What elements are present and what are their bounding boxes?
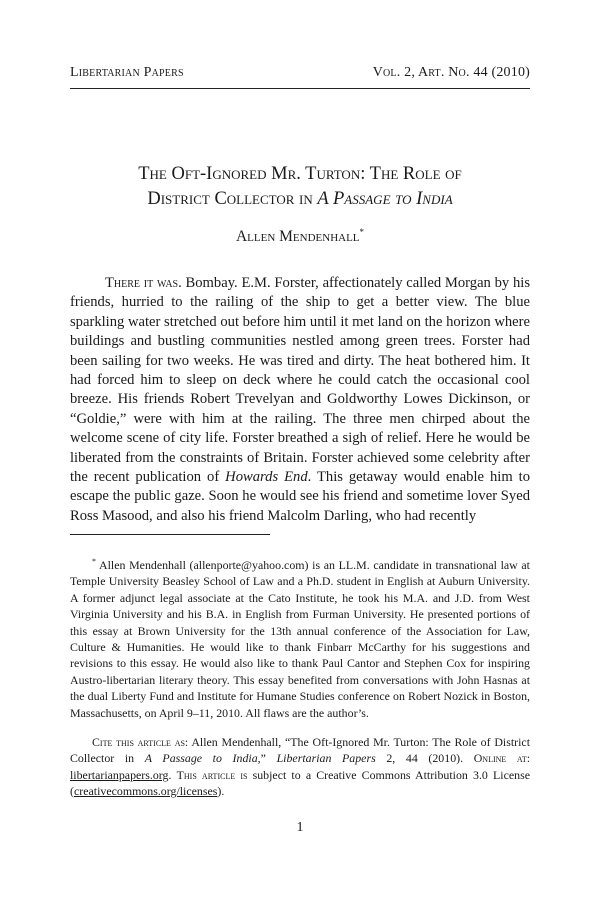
body-lead-in: There it was.	[105, 275, 182, 291]
cite-license-text: subject to a Creative Commons Attribution 3.0 License (	[70, 767, 530, 799]
body-italic-title: Howards End	[225, 469, 308, 486]
title-line-2	[70, 187, 530, 212]
title-line-2-prefix: District Collector in	[147, 189, 318, 209]
body-text-part-1: Bombay. E.M. Forster, affectionately called Morgan by his friends, hurried to the railing of the ship to get a better view. The blue sparkling water stretched out before him until it met land on the horizon where buildings and bustling communities nestled among green trees. Forster had been sailing for two weeks. He was tired and dirty. The heat bothered him. It had forced him to sleep on deck where he could catch the occasional cool breeze. His friends Robert Trevelyan and Goldworthy Lowes Dickinson, or “Goldie,” were with him at the railing. The three men chirped about the welcome scene of city life. Forster breathed a sigh of relief. Here he would be liberated from the constraints of Britain. Forster achieved some celebrity after the recent publication of	[70, 275, 530, 486]
journal-website-link[interactable]: libertarianpapers.org	[70, 767, 169, 782]
title-book-name: A Passage to India	[317, 189, 453, 209]
cite-close: ).	[217, 784, 225, 799]
footnote-mark: *	[92, 557, 96, 566]
article-title	[70, 162, 530, 212]
cite-journal: Libertarian Papers	[276, 751, 376, 766]
page-number: 1	[296, 820, 304, 835]
citation-block	[70, 734, 530, 800]
body-paragraph	[70, 274, 530, 526]
cite-book-title: A Passage to India	[144, 751, 258, 766]
author-footnote	[70, 554, 530, 721]
cite-author-part: Allen Mendenhall, “The Oft-Ignored Mr. Turton: The Role of District Collector in	[70, 735, 530, 766]
journal-name: Libertarian Papers	[70, 65, 184, 80]
author-footnote-mark: *	[359, 227, 365, 237]
cite-after-journal: 2, 44 (2010).	[375, 751, 474, 766]
header-rule	[70, 88, 530, 89]
cite-online-label: Online at:	[473, 751, 531, 766]
footnote-rule	[70, 534, 270, 535]
volume-info: Vol. 2, Art. No. 44 (2010)	[372, 65, 530, 80]
cite-label: Cite this article as:	[92, 735, 189, 749]
license-link[interactable]: creativecommons.org/licenses	[73, 784, 218, 799]
author-line	[70, 227, 530, 246]
running-header	[70, 65, 530, 83]
author-name: Allen Mendenhall	[235, 228, 360, 246]
cite-after-book: ,”	[257, 751, 277, 766]
cite-period: .	[168, 767, 177, 782]
cite-subject-label: This article is	[176, 767, 248, 782]
body-text-part-2: . This getaway would enable him to escape the public gaze. Soon he would see his friend and sometime lover Syed Ross Masood, and also his friend Malcolm Darling, who had recently	[70, 469, 530, 524]
title-line-1: The Oft-Ignored Mr. Turton: The Role of	[138, 164, 462, 184]
footnote-text: Allen Mendenhall (allenporte@yahoo.com) is an LL.M. candidate in transnational law at Temple University Beasley School of Law and a Ph.D. student in English at Auburn University. A former adjunct legal associate at the Cato Institute, he took his M.A. and J.D. from West Virginia University and his B.A. in English from Furman University. He presented portions of this essay at Brown University for the 13th annual conference of the Association for Law, Culture & Humanities. He would like to thank Finbarr McCarthy for his suggestions and revisions to this essay. He would also like to thank Paul Cantor and Stephen Cox for inspiring Austro-libertarian literary theory. This essay benefited from conversations with John Hasnas at the dual Liberty Fund and Institute for Humane Studies conference on Robert Nozick in Boston, Massachusetts, on April 9–11, 2010. All flaws are the author’s.	[70, 557, 530, 720]
